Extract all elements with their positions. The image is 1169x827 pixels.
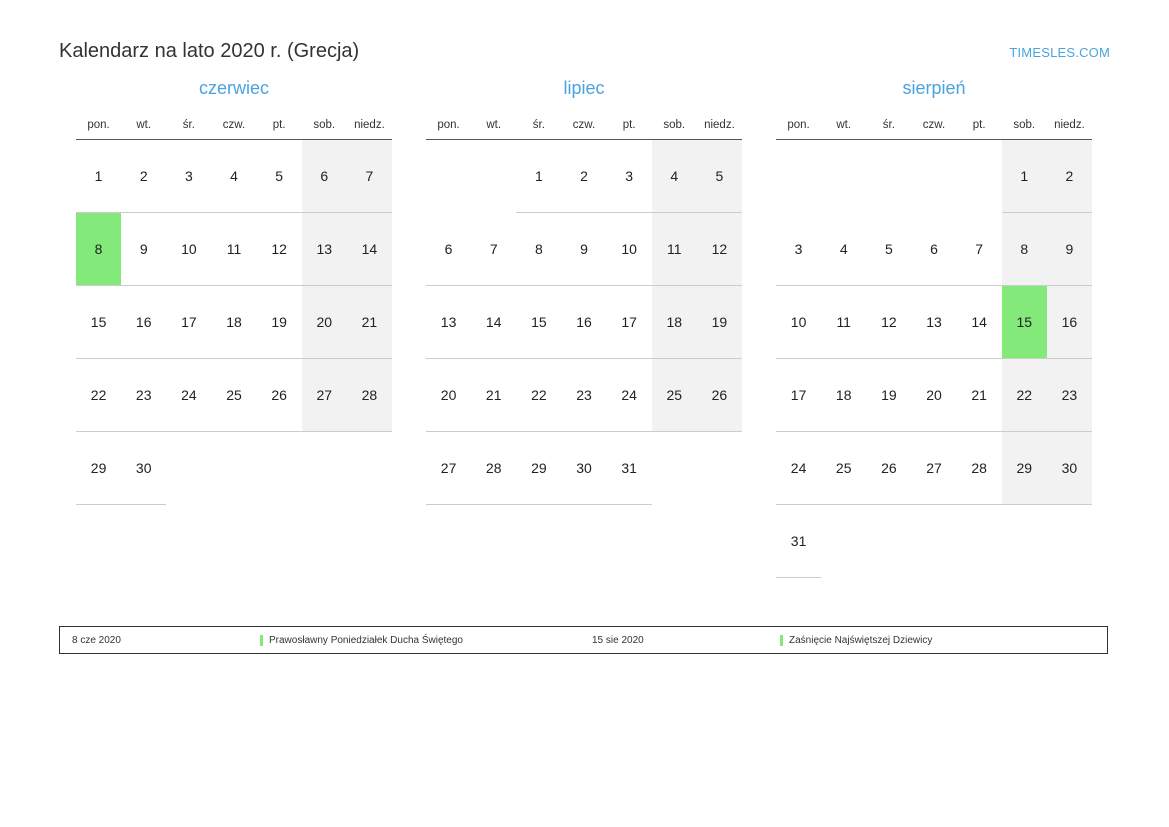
weekday-header: czw.: [211, 113, 256, 140]
day-cell[interactable]: 19: [697, 286, 742, 359]
day-cell-empty: [957, 505, 1002, 578]
month-title: sierpień: [902, 78, 966, 98]
day-cell[interactable]: 5: [697, 140, 742, 213]
day-cell[interactable]: 26: [697, 359, 742, 432]
day-cell[interactable]: 17: [607, 286, 652, 359]
legend-entry: [260, 627, 580, 653]
day-cell[interactable]: 13: [302, 213, 347, 286]
week-row: [76, 432, 392, 505]
day-cell[interactable]: 7: [347, 140, 392, 213]
month-table: [76, 113, 392, 505]
weekday-header: sob.: [1002, 113, 1047, 140]
week-row: [426, 286, 742, 359]
legend-date: 15 sie 2020: [592, 634, 644, 646]
day-cell[interactable]: 25: [821, 432, 866, 505]
week-row: [776, 140, 1092, 213]
brand-link[interactable]: TIMESLES.COM: [1009, 45, 1110, 60]
page-title: Kalendarz na lato 2020 r. (Grecja): [59, 40, 360, 62]
day-cell[interactable]: 19: [257, 286, 302, 359]
month-title: czerwiec: [198, 78, 269, 98]
day-cell[interactable]: 7: [957, 213, 1002, 286]
day-cell[interactable]: 13: [426, 286, 471, 359]
day-cell[interactable]: 22: [516, 359, 561, 432]
day-cell[interactable]: 16: [1047, 286, 1092, 359]
day-cell[interactable]: 17: [776, 359, 821, 432]
day-cell[interactable]: 18: [211, 286, 256, 359]
legend-holiday-name: Prawosławny Poniedziałek Ducha Świętego: [269, 634, 463, 646]
day-cell[interactable]: 6: [302, 140, 347, 213]
weekday-header: sob.: [302, 113, 347, 140]
day-cell[interactable]: 9: [121, 213, 166, 286]
month-block: [409, 78, 759, 578]
weekday-header: śr.: [866, 113, 911, 140]
day-cell[interactable]: 29: [516, 432, 561, 505]
day-cell[interactable]: 4: [211, 140, 256, 213]
day-cell-empty: [211, 432, 256, 505]
day-cell-empty: [866, 505, 911, 578]
weekday-header-row: [76, 113, 392, 140]
week-row: [76, 140, 392, 213]
day-cell-empty: [697, 432, 742, 505]
day-cell[interactable]: 14: [347, 213, 392, 286]
day-cell[interactable]: 6: [426, 213, 471, 286]
day-cell[interactable]: 3: [776, 213, 821, 286]
week-row: [426, 140, 742, 213]
weekday-header: pon.: [776, 113, 821, 140]
day-cell[interactable]: 20: [302, 286, 347, 359]
day-cell[interactable]: 7: [471, 213, 516, 286]
day-cell[interactable]: 30: [1047, 432, 1092, 505]
day-cell[interactable]: 17: [166, 286, 211, 359]
day-cell[interactable]: 2: [561, 140, 606, 213]
day-cell[interactable]: 12: [257, 213, 302, 286]
day-cell[interactable]: 27: [426, 432, 471, 505]
day-cell[interactable]: 8: [1002, 213, 1047, 286]
week-row: [76, 359, 392, 432]
day-cell[interactable]: 14: [471, 286, 516, 359]
weekday-header: pon.: [426, 113, 471, 140]
day-cell-empty: [957, 140, 1002, 213]
day-cell-holiday[interactable]: 8: [76, 213, 121, 286]
day-cell[interactable]: 3: [166, 140, 211, 213]
weekday-header: niedz.: [697, 113, 742, 140]
day-cell[interactable]: 24: [607, 359, 652, 432]
day-cell[interactable]: 9: [561, 213, 606, 286]
month-table: [776, 113, 1092, 578]
day-cell[interactable]: 28: [957, 432, 1002, 505]
day-cell[interactable]: 20: [426, 359, 471, 432]
legend-entry: [780, 627, 1100, 653]
weekday-header: wt.: [821, 113, 866, 140]
month-title: lipiec: [563, 78, 605, 98]
day-cell[interactable]: 21: [471, 359, 516, 432]
day-cell[interactable]: 22: [76, 359, 121, 432]
day-cell[interactable]: 25: [211, 359, 256, 432]
day-cell-empty: [471, 140, 516, 213]
months-container: [59, 78, 1110, 578]
weekday-header: niedz.: [347, 113, 392, 140]
day-cell-empty: [911, 140, 956, 213]
legend-color-swatch-icon: [260, 635, 263, 646]
day-cell[interactable]: 24: [166, 359, 211, 432]
day-cell[interactable]: 25: [652, 359, 697, 432]
day-cell[interactable]: 10: [166, 213, 211, 286]
day-cell[interactable]: 16: [121, 286, 166, 359]
day-cell[interactable]: 10: [776, 286, 821, 359]
day-cell-empty: [911, 505, 956, 578]
day-cell[interactable]: 21: [957, 359, 1002, 432]
day-cell[interactable]: 5: [257, 140, 302, 213]
day-cell[interactable]: 1: [1002, 140, 1047, 213]
weekday-header: pt.: [957, 113, 1002, 140]
day-cell[interactable]: 31: [776, 505, 821, 578]
week-row: [776, 432, 1092, 505]
day-cell[interactable]: 20: [911, 359, 956, 432]
month-block: [759, 78, 1109, 578]
day-cell[interactable]: 1: [516, 140, 561, 213]
day-cell[interactable]: 21: [347, 286, 392, 359]
day-cell[interactable]: 14: [957, 286, 1002, 359]
day-cell[interactable]: 30: [561, 432, 606, 505]
day-cell[interactable]: 5: [866, 213, 911, 286]
legend-date: 8 cze 2020: [72, 634, 121, 646]
day-cell-empty: [257, 432, 302, 505]
weekday-header: pt.: [607, 113, 652, 140]
weekday-header: pon.: [76, 113, 121, 140]
day-cell[interactable]: 18: [652, 286, 697, 359]
week-row: [776, 213, 1092, 286]
day-cell[interactable]: 4: [652, 140, 697, 213]
day-cell-empty: [1047, 505, 1092, 578]
weekday-header: sob.: [652, 113, 697, 140]
week-row: [776, 505, 1092, 578]
day-cell[interactable]: 9: [1047, 213, 1092, 286]
weekday-header: czw.: [561, 113, 606, 140]
day-cell[interactable]: 16: [561, 286, 606, 359]
month-block: [59, 78, 409, 578]
weekday-header: śr.: [516, 113, 561, 140]
weekday-header: czw.: [911, 113, 956, 140]
month-table: [426, 113, 742, 505]
day-cell[interactable]: 10: [607, 213, 652, 286]
week-row: [76, 213, 392, 286]
day-cell[interactable]: 23: [561, 359, 606, 432]
day-cell[interactable]: 31: [607, 432, 652, 505]
day-cell-empty: [302, 432, 347, 505]
day-cell[interactable]: 28: [347, 359, 392, 432]
weekday-header: wt.: [121, 113, 166, 140]
day-cell-empty: [776, 140, 821, 213]
day-cell[interactable]: 12: [697, 213, 742, 286]
week-row: [776, 286, 1092, 359]
day-cell[interactable]: 15: [516, 286, 561, 359]
weekday-header: śr.: [166, 113, 211, 140]
day-cell[interactable]: 29: [1002, 432, 1047, 505]
day-cell[interactable]: 11: [821, 286, 866, 359]
day-cell[interactable]: 2: [121, 140, 166, 213]
day-cell[interactable]: 19: [866, 359, 911, 432]
page-header: [0, 20, 1169, 60]
day-cell-empty: [821, 505, 866, 578]
legend-holiday-name: Zaśnięcie Najświętszej Dziewicy: [789, 634, 933, 646]
day-cell[interactable]: 28: [471, 432, 516, 505]
day-cell[interactable]: 30: [121, 432, 166, 505]
week-row: [776, 359, 1092, 432]
day-cell[interactable]: 27: [911, 432, 956, 505]
day-cell[interactable]: 11: [652, 213, 697, 286]
day-cell[interactable]: 6: [911, 213, 956, 286]
day-cell[interactable]: 27: [302, 359, 347, 432]
day-cell-holiday[interactable]: 15: [1002, 286, 1047, 359]
weekday-header: wt.: [471, 113, 516, 140]
day-cell-empty: [426, 140, 471, 213]
week-row: [426, 359, 742, 432]
day-cell-empty: [652, 432, 697, 505]
day-cell[interactable]: 26: [257, 359, 302, 432]
day-cell[interactable]: 3: [607, 140, 652, 213]
day-cell[interactable]: 15: [76, 286, 121, 359]
day-cell-empty: [866, 140, 911, 213]
day-cell[interactable]: 24: [776, 432, 821, 505]
weekday-header: pt.: [257, 113, 302, 140]
day-cell[interactable]: 12: [866, 286, 911, 359]
week-row: [426, 432, 742, 505]
day-cell-empty: [1002, 505, 1047, 578]
week-row: [76, 286, 392, 359]
day-cell[interactable]: 2: [1047, 140, 1092, 213]
legend-bar: [59, 626, 1108, 654]
day-cell-empty: [821, 140, 866, 213]
day-cell[interactable]: 8: [516, 213, 561, 286]
day-cell[interactable]: 13: [911, 286, 956, 359]
weekday-header: niedz.: [1047, 113, 1092, 140]
day-cell[interactable]: 4: [821, 213, 866, 286]
day-cell[interactable]: 26: [866, 432, 911, 505]
week-row: [426, 213, 742, 286]
day-cell[interactable]: 29: [76, 432, 121, 505]
day-cell[interactable]: 11: [211, 213, 256, 286]
day-cell[interactable]: 22: [1002, 359, 1047, 432]
day-cell-empty: [347, 432, 392, 505]
weekday-header-row: [776, 113, 1092, 140]
weekday-header-row: [426, 113, 742, 140]
day-cell[interactable]: 23: [121, 359, 166, 432]
legend-color-swatch-icon: [780, 635, 783, 646]
day-cell[interactable]: 1: [76, 140, 121, 213]
day-cell[interactable]: 23: [1047, 359, 1092, 432]
day-cell[interactable]: 18: [821, 359, 866, 432]
day-cell-empty: [166, 432, 211, 505]
